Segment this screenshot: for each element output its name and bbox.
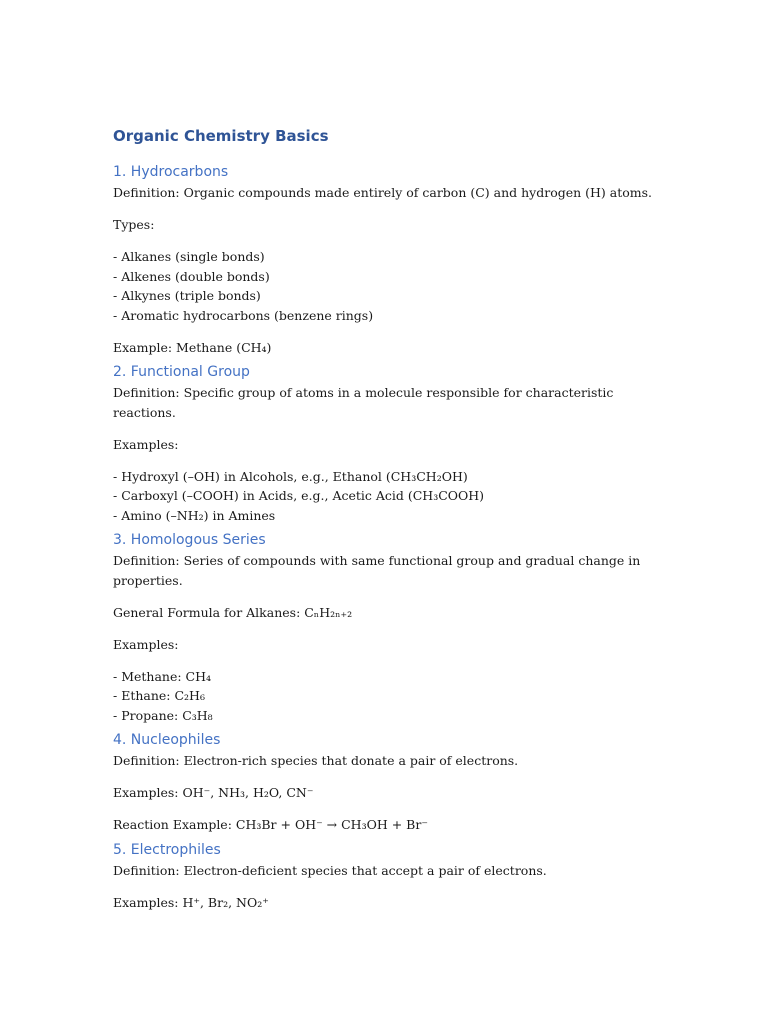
document-page bbox=[113, 124, 653, 912]
definition-text: Definition: Electron-deficient species that accept a pair of electrons. bbox=[113, 862, 547, 878]
examples-label: Examples: bbox=[113, 636, 179, 652]
section-heading: 5. Electrophiles bbox=[113, 841, 221, 858]
list-item: - Ethane: C₂H₆ bbox=[113, 688, 205, 703]
list-item: - Carboxyl (–COOH) in Acids, e.g., Acetic Acid (CH₃COOH) bbox=[113, 488, 485, 503]
reaction-example-text: Reaction Example: CH₃Br + OH⁻ → CH₃OH + Br⁻ bbox=[113, 817, 428, 832]
section-heading: 2. Functional Group bbox=[113, 364, 250, 380]
examples-label: Examples: bbox=[113, 436, 179, 452]
list-item: - Alkynes (triple bonds) bbox=[113, 288, 261, 303]
list-item: - Hydroxyl (–OH) in Alcohols, e.g., Ethanol (CH₃CH₂OH) bbox=[113, 468, 468, 484]
types-label: Types: bbox=[113, 217, 155, 232]
list-item: - Amino (–NH₂) in Amines bbox=[113, 507, 276, 523]
section-hydrocarbons bbox=[113, 161, 653, 361]
section-functional-group bbox=[113, 361, 653, 529]
section-electrophiles bbox=[113, 839, 653, 913]
document-title: Organic Chemistry Basics bbox=[113, 127, 329, 145]
list-item: - Aromatic hydrocarbons (benzene rings) bbox=[113, 307, 374, 323]
list-item: - Propane: C₃H₈ bbox=[113, 707, 213, 723]
section-heading: 4. Nucleophiles bbox=[113, 732, 221, 748]
section-heading: 1. Hydrocarbons bbox=[113, 164, 229, 180]
section-heading: 3. Homologous Series bbox=[113, 532, 266, 548]
examples-text: Examples: H⁺, Br₂, NO₂⁺ bbox=[113, 894, 269, 910]
section-homologous-series bbox=[113, 529, 653, 729]
example-text: Example: Methane (CH₄) bbox=[113, 339, 272, 355]
definition-text: Definition: Series of compounds with same functional group and gradual change in properties. bbox=[113, 553, 641, 588]
examples-text: Examples: OH⁻, NH₃, H₂O, CN⁻ bbox=[113, 785, 314, 800]
list-item: - Alkenes (double bonds) bbox=[113, 268, 270, 284]
definition-text: Definition: Organic compounds made entirely of carbon (C) and hydrogen (H) atoms. bbox=[113, 185, 653, 200]
definition-text: Definition: Specific group of atoms in a molecule responsible for characteristic reactions. bbox=[113, 385, 614, 420]
definition-text: Definition: Electron-rich species that donate a pair of electrons. bbox=[113, 753, 519, 768]
list-item: - Methane: CH₄ bbox=[113, 668, 212, 684]
general-formula-text: General Formula for Alkanes: CₙH₂ₙ₊₂ bbox=[113, 604, 353, 620]
list-item: - Alkanes (single bonds) bbox=[113, 249, 265, 264]
section-nucleophiles bbox=[113, 729, 653, 839]
